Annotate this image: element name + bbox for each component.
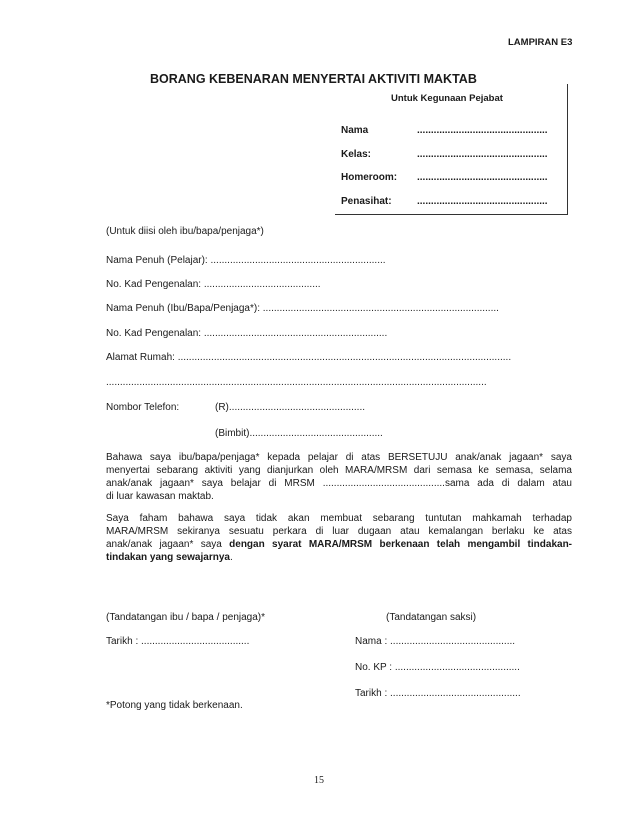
liability-line-4-end: . <box>229 552 233 563</box>
student-name-field[interactable]: Nama Penuh (Pelajar): ............................................................... <box>106 255 386 266</box>
form-instruction: (Untuk diisi oleh ibu/bapa/penjaga*) <box>106 226 264 237</box>
guardian-signature-label: (Tandatangan ibu / bapa / penjaga)* <box>106 612 266 623</box>
address-field-line1[interactable]: Alamat Rumah: ........................................................................................................................ <box>106 352 512 363</box>
witness-date-field[interactable]: Tarikh : ............................................... <box>355 688 521 699</box>
witness-signature-label: (Tandatangan saksi) <box>386 612 477 623</box>
office-name-label: Nama <box>341 125 369 136</box>
consent-line: Bahawa saya ibu/bapa/penjaga* kepada pelajar di atas BERSETUJU anak/anak jagaan* saya <box>106 452 572 463</box>
appendix-label: LAMPIRAN E3 <box>508 37 573 48</box>
office-name-field[interactable]: ............................................... <box>417 125 548 136</box>
consent-paragraph <box>106 451 572 503</box>
witness-name-field[interactable]: Nama : ............................................. <box>355 636 516 647</box>
office-use-heading: Untuk Kegunaan Pejabat <box>391 93 503 104</box>
liability-line: Saya faham bahawa saya tidak akan membuat sebarang tuntutan mahkamah terhadap <box>106 513 572 524</box>
office-advisor-field[interactable]: ............................................... <box>417 196 548 207</box>
phone-label: Nombor Telefon: <box>106 402 180 413</box>
liability-paragraph <box>106 512 572 564</box>
office-homeroom-label: Homeroom: <box>341 172 398 183</box>
consent-line: menyertai sebarang aktiviti yang dianjurkan oleh MARA/MRSM dari semasa ke semasa, selama <box>106 465 572 476</box>
liability-line: MARA/MRSM sekiranya sesuatu perkara di luar dugaan atau kemalangan berlaku ke atas <box>106 526 572 537</box>
guardian-ic-field[interactable]: No. Kad Pengenalan: .................................................................. <box>106 328 388 339</box>
phone-mobile-field[interactable]: (Bimbit)................................................ <box>215 428 383 439</box>
consent-line: di luar kawasan maktab. <box>106 491 214 502</box>
page-title: BORANG KEBENARAN MENYERTAI AKTIVITI MAKTAB <box>150 72 477 86</box>
office-class-label: Kelas: <box>341 149 372 160</box>
liability-line-4 <box>106 551 572 564</box>
office-advisor-label: Penasihat: <box>341 196 392 207</box>
witness-ic-field[interactable]: No. KP : ............................................. <box>355 662 520 673</box>
phone-home-field[interactable]: (R)................................................. <box>215 402 366 413</box>
liability-line-3-bold: dengan syarat MARA/MRSM berkenaan telah mengambil tindakan- <box>229 539 573 550</box>
liability-line-3 <box>106 538 572 551</box>
office-homeroom-field[interactable]: ............................................... <box>417 172 548 183</box>
liability-line-4-bold: tindakan yang sewajarnya <box>106 552 230 563</box>
guardian-date-field[interactable]: Tarikh : ....................................... <box>106 636 250 647</box>
footnote: *Potong yang tidak berkenaan. <box>106 700 243 711</box>
address-field-line2[interactable]: ......................................................................................................................................... <box>106 377 487 388</box>
page-number: 15 <box>314 775 324 786</box>
liability-line-3-normal: anak/anak jagaan* saya <box>106 539 230 550</box>
office-class-field[interactable]: ............................................... <box>417 149 548 160</box>
consent-line: anak/anak jagaan* saya belajar di MRSM ............................................sama ada di dalam atau <box>106 478 572 489</box>
student-ic-field[interactable]: No. Kad Pengenalan: .......................................... <box>106 279 321 290</box>
guardian-name-field[interactable]: Nama Penuh (Ibu/Bapa/Penjaga*): ..................................................................................... <box>106 303 499 314</box>
